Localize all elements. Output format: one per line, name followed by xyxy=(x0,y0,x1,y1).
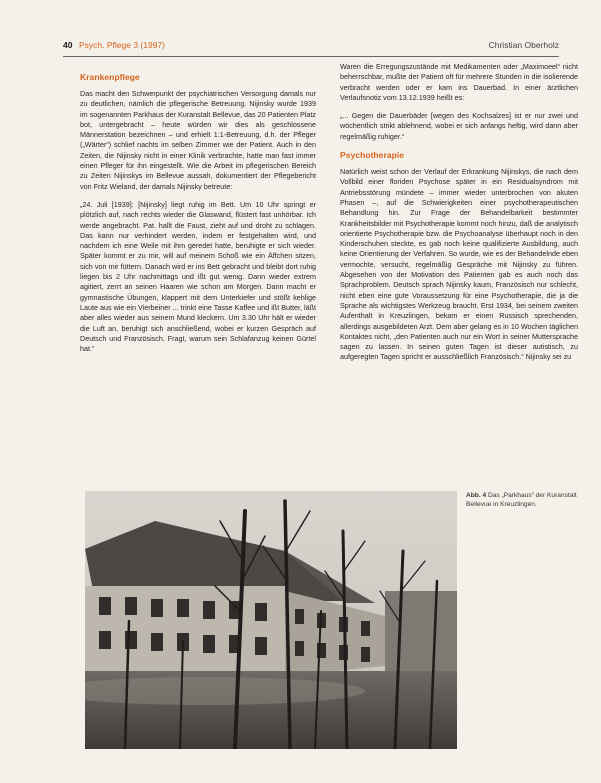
page-number: 40 xyxy=(63,40,73,50)
body-paragraph: Natürlich weist schon der Verlauf der Erkrankung Nijinskys, die nach dem Vollbild einer floriden Psychose später in ein Residualsyndrom mit Antriebsstörung mündete – immer wieder unterbrochen von akuten Phasen –, auf die Schwierigkeiten einer psychotherapeutischen Behandlung hin. Zur Frage der Behandelbarkeit bestimmter Krankheitsbilder mit Psychotherapie kommt noch hinzu, daß die analytisch orientierte Psychotherapie bzw. die Psychoanalyse überhaupt noch in den Kinderschuhen steckte, es gab noch keine qualifizierte Ausbildung, auch keine Orientierung der Verfahren. So wurde, wie es der Behandelnde eben vermochte, versucht, regelmäßig Gespräche mit Nijinsky zu führen. Abgesehen von der Motivation des Patienten gab es auch noch das Sprachproblem. Deutsch sprach Nijinsky kaum, Französisch nur schlecht, nicht eben eine gute Voraussetzung für eine Psychotherapie, die ja die Sprache als wichtigstes Werkzeug braucht. Erst 1934, bei seinem zweiten Aufenthalt in Kreuzlingen, bekam er einen Russisch sprechenden, allerdings ausgebildeten Arzt. Dem aber gelang es in 10 Wochen täglichen Kontaktes nicht, „den Patienten auch nur ein Wort in seiner Muttersprache sagen zu lassen. In seinen guten Tagen ist dieser autistisch, zu aufgeregten Tagen spricht er ausschließlich Französisch.“ Nijinsky sei zu xyxy=(340,167,578,362)
author-name: Christian Oberholz xyxy=(488,40,559,50)
figure-caption xyxy=(466,491,578,509)
figure-label: Abb. 4 xyxy=(466,492,487,499)
figure-photo-parkhaus xyxy=(85,491,457,749)
section-heading-psychotherapie: Psychotherapie xyxy=(340,150,404,161)
body-paragraph: Das macht den Schwerpunkt der psychiatrischen Versorgung damals nur zu deutlichen, nämlich die pflegerische Betreuung. Nijinsky wurde 1939 im sogenannten Parkhaus der Kuranstalt Bellevue, das 20 Patienten Platz bot, untergebracht – heute würden wir dies als geschlossene Männerstation bezeichnen – und erhielt 1:1-Betreuung, d.h. der Pfleger („Wärter“) schlief nachts im selben Zimmer wie der Patient. Auch in den Zeiten, die Nijinsky nicht in einer Klinik verbrachte, hatte man fast immer einen Pfleger für ihn eingestellt. Wie die Arbeit im pflegerischen Bereich zu Zeiten Nijinskys im Bellevue aussah, dokumentiert der Pflegebericht von Fritz Wieland, der damals Nijinsky betreute: xyxy=(80,89,316,191)
quoted-care-report: „24. Juli [1939]: [Nijinsky] liegt ruhig im Bett. Um 10 Uhr springt er plötzlich auf, nach rechts wieder die Glaswand, flüstert fast unhörbar. Ich werde angebracht. Pat. hallt die Faust, zieht auf und droht zu schlagen. Das kann nur verhindert werden, indem er festgehalten wird, und nachdem ich eine Weile mit ihm geredet hatte, beruhigte er sich wieder. Später kommt er zu mir, will auf meinem Schoß wie ein Äffchen sitzen, sich von mir füttern. Danach wird er ins Bett gebracht und bleibt dort ruhig liegen bis 2 Uhr nachmittags und ißt gut wenig. Dann wieder extrem agitiert, zerrt an seinen Haaren wie schon am Morgen. Dann macht er gymnastische Übungen, klappert mit dem Unterkiefer und stößt kehlige Laute aus wie ein Vierbeiner ... trinkt eine Tasse Kaffee und ißt Butter, läßt aber alles wieder aus seinem Mund kleckern. Um 3.30 Uhr hält er wieder die Luft an, beruhigt sich anschließend, wobei er kurzen Gespräch auf Deutsch und Französisch. Fragt, warum sein Schlafanzug keinen Gürtel hat.“ xyxy=(80,199,316,354)
header-rule xyxy=(63,56,559,57)
building-photo-illustration xyxy=(85,491,457,749)
quoted-progress-note: „... Gegen die Dauerbäder [wegen des Kochsalzes] ist er nur zwei und wöchentlich strikt ablehnend, wobei er sich anfangs heftig, wird dann aber regelmäßig ruhiger.“ xyxy=(340,111,578,141)
running-head xyxy=(63,40,559,54)
journal-citation: Psych. Pflege 3 (1997) xyxy=(79,40,165,50)
body-paragraph: Waren die Erregungszustände mit Medikamenten oder „Maximoeel“ nicht beherrschbar, mußte der Patient oft für mehrere Stunden in die isolierende verbracht werden oder er kam ins Dauerbad. In einer ärztlichen Verlaufsnotiz vom 13.12.1939 heißt es: xyxy=(340,62,578,102)
figure-caption-text: Das „Parkhaus“ der Kuranstalt Bellevue in Kreuzlingen. xyxy=(466,492,577,508)
section-heading-krankenpflege: Krankenpflege xyxy=(80,72,140,82)
right-column xyxy=(340,62,578,371)
left-column xyxy=(80,70,316,362)
